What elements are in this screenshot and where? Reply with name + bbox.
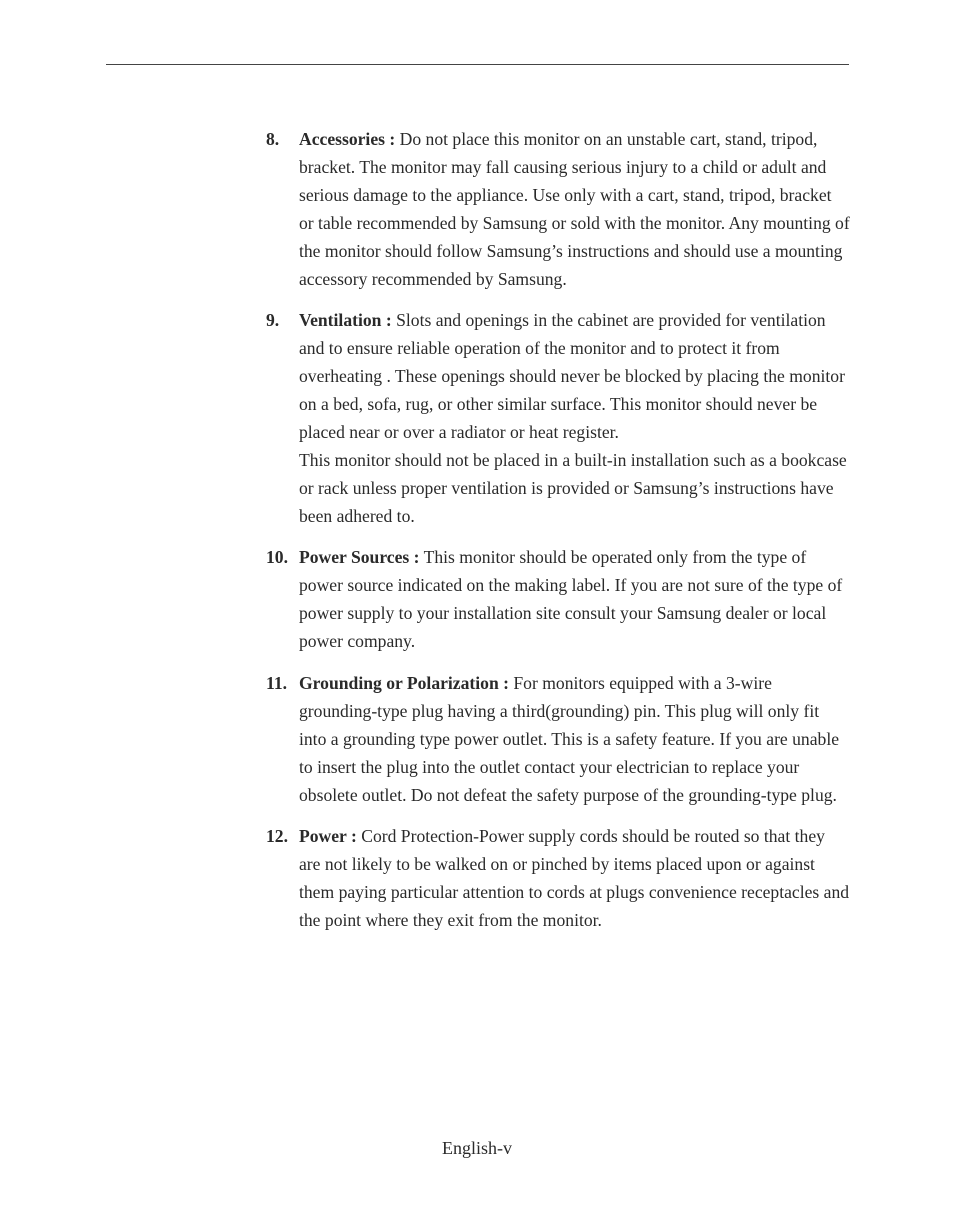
item-title: Power : xyxy=(299,826,357,846)
item-text: Slots and openings in the cabinet are provided for ventilation and to ensure reliable operation of the monitor and to protect it from overheating . These openings should never be blocked by placing the monitor on a bed, sofa, rug, or other similar surface. This monitor should never be placed near or over a radiator or heat register. xyxy=(299,310,845,442)
item-text: This monitor should be operated only from the type of power source indicated on the making label. If you are not sure of the type of power supply to your installation site consult your Samsung dealer or local power company. xyxy=(299,547,843,651)
header-rule xyxy=(106,64,849,65)
item-text: For monitors equipped with a 3-wire grounding-type plug having a third(grounding) pin. This plug will only fit into a grounding type power outlet. This is a safety feature. If you are unable to insert the plug into the outlet contact your electrician to replace your obsolete outlet. Do not defeat the safety purpose of the grounding-type plug. xyxy=(299,673,840,805)
item-title: Grounding or Polarization : xyxy=(299,673,509,693)
list-item-power xyxy=(266,822,850,934)
item-title: Accessories : xyxy=(299,129,396,149)
page-footer: English-v xyxy=(442,1138,512,1158)
item-text: Do not place this monitor on an unstable cart, stand, tripod, bracket. The monitor may fall causing serious injury to a child or adult and serious damage to the appliance. Use only with a cart, stand, tripod, bracket or table recommended by Samsung or sold with the monitor. Any mounting of the monitor should follow Samsung’s instructions and should use a mounting accessory recommended by Samsung. xyxy=(299,129,850,289)
list-item-ventilation xyxy=(266,306,850,530)
list-item-power-sources xyxy=(266,543,850,655)
list-item-accessories xyxy=(266,125,850,293)
item-text-continued: This monitor should not be placed in a built-in installation such as a bookcase or rack unless proper ventilation is provided or Samsung’s instructions have been adhered to. xyxy=(299,450,847,526)
item-number: 11. xyxy=(266,673,288,693)
safety-instructions-list xyxy=(266,125,850,947)
item-number: 9. xyxy=(266,310,280,330)
item-number: 12. xyxy=(266,826,288,846)
item-text: Cord Protection-Power supply cords should be routed so that they are not likely to be walked on or pinched by items placed upon or against them paying particular attention to cords at plugs convenience receptacles and the point where they exit from the monitor. xyxy=(299,826,850,930)
item-number: 8. xyxy=(266,129,280,149)
item-title: Power Sources : xyxy=(299,547,420,567)
item-title: Ventilation : xyxy=(299,310,392,330)
list-item-grounding xyxy=(266,669,850,809)
item-number: 10. xyxy=(266,547,288,567)
